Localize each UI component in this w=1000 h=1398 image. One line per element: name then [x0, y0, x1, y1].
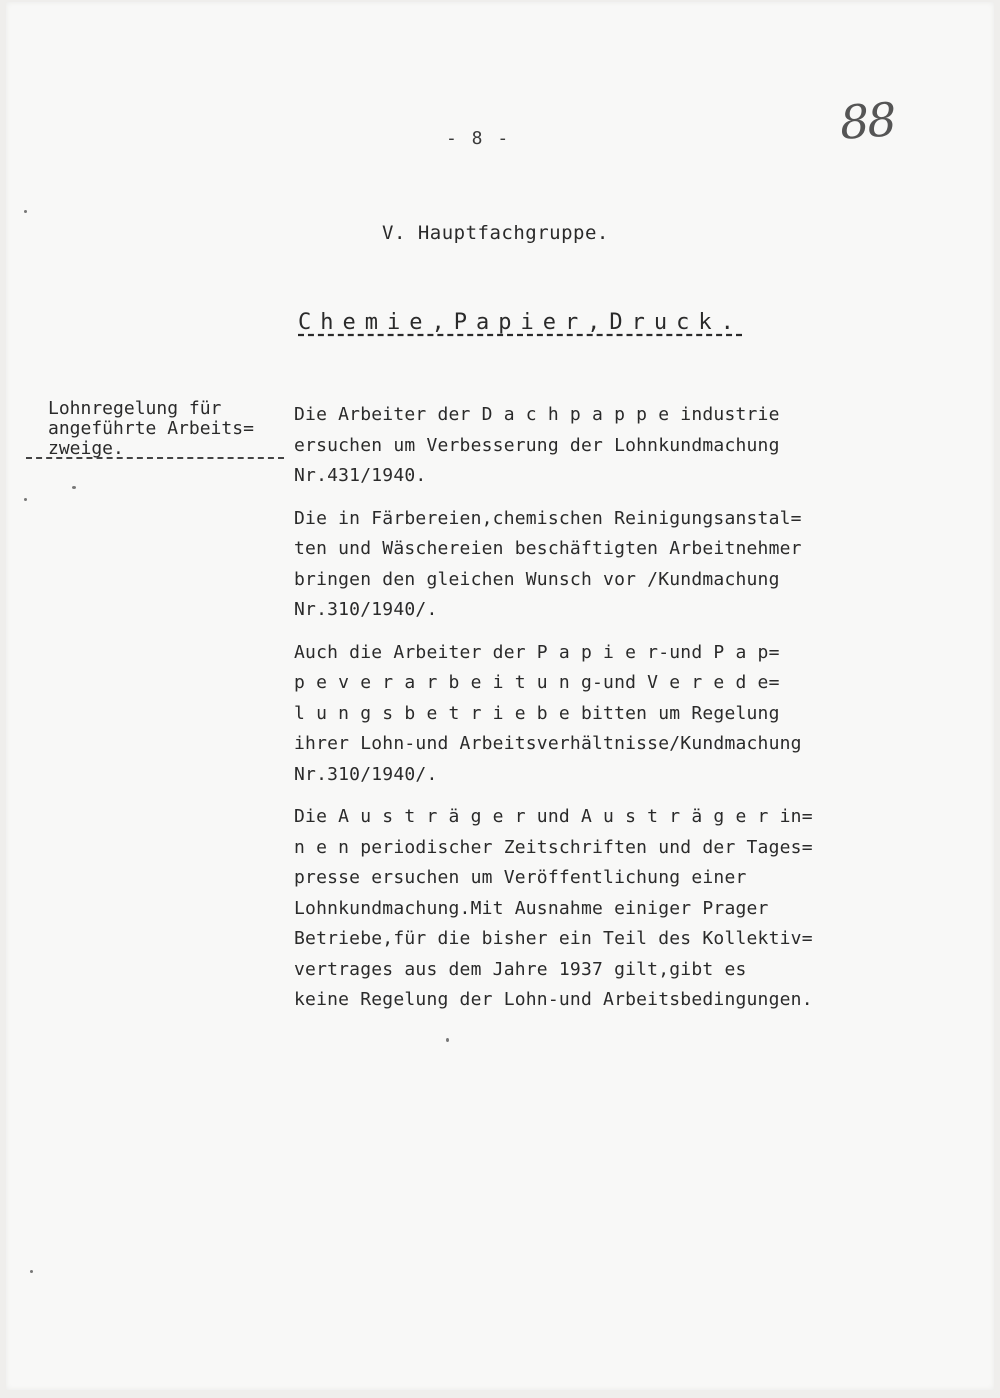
handwritten-folio-number: 88: [838, 92, 897, 150]
paper-speck: [72, 486, 76, 489]
paper-speck: [30, 1270, 33, 1273]
paper-speck: [24, 498, 27, 501]
page-number: - 8 -: [446, 128, 511, 149]
paper-speck: [24, 210, 27, 213]
paper-speck: [446, 1038, 449, 1042]
paragraph-dachpappe: Die Arbeiter der D a c h p a p p e industrie ersuchen um Verbesserung der Lohnkundmachung Nr.431/1940.: [294, 404, 780, 486]
paragraph-faerbereien: Die in Färbereien,chemischen Reinigungsanstal= ten und Wäschereien beschäftigten Arbeitnehmer bringen den gleichen Wunsch vor /Kundmachung Nr.310/1940/.: [294, 507, 802, 620]
margin-note: Lohnregelung für angeführte Arbeits= zweige.: [48, 398, 254, 459]
document-page: [6, 2, 994, 1390]
paragraph-austraeger: Die A u s t r ä g e r und A u s t r ä g e r in= n e n periodischer Zeitschriften und der Tages= presse ersuchen um Veröffentlichung einer Lohnkundmachung.Mit Ausnahme einiger Prager Betriebe,für die bisher ein Teil des Kollektiv= vertrages aus dem Jahre 1937 gilt,gibt es keine Regelung der Lohn-und Arbeitsbedingungen.: [294, 806, 813, 1010]
body-text: [294, 400, 884, 1028]
section-heading: V. Hauptfachgruppe.: [382, 222, 609, 244]
section-subheading: Chemie,Papier,Druck.: [298, 310, 743, 335]
margin-note-rule: [26, 457, 284, 459]
paragraph-papierverarbeitung: Auch die Arbeiter der P a p i e r-und P a p= p e v e r a r b e i t u n g-und V e r e d e= l u n g s b e t r i e b e bitten um Regelung ihrer Lohn-und Arbeitsverhältnisse/Kundmachung Nr.310/1940/.: [294, 641, 802, 785]
